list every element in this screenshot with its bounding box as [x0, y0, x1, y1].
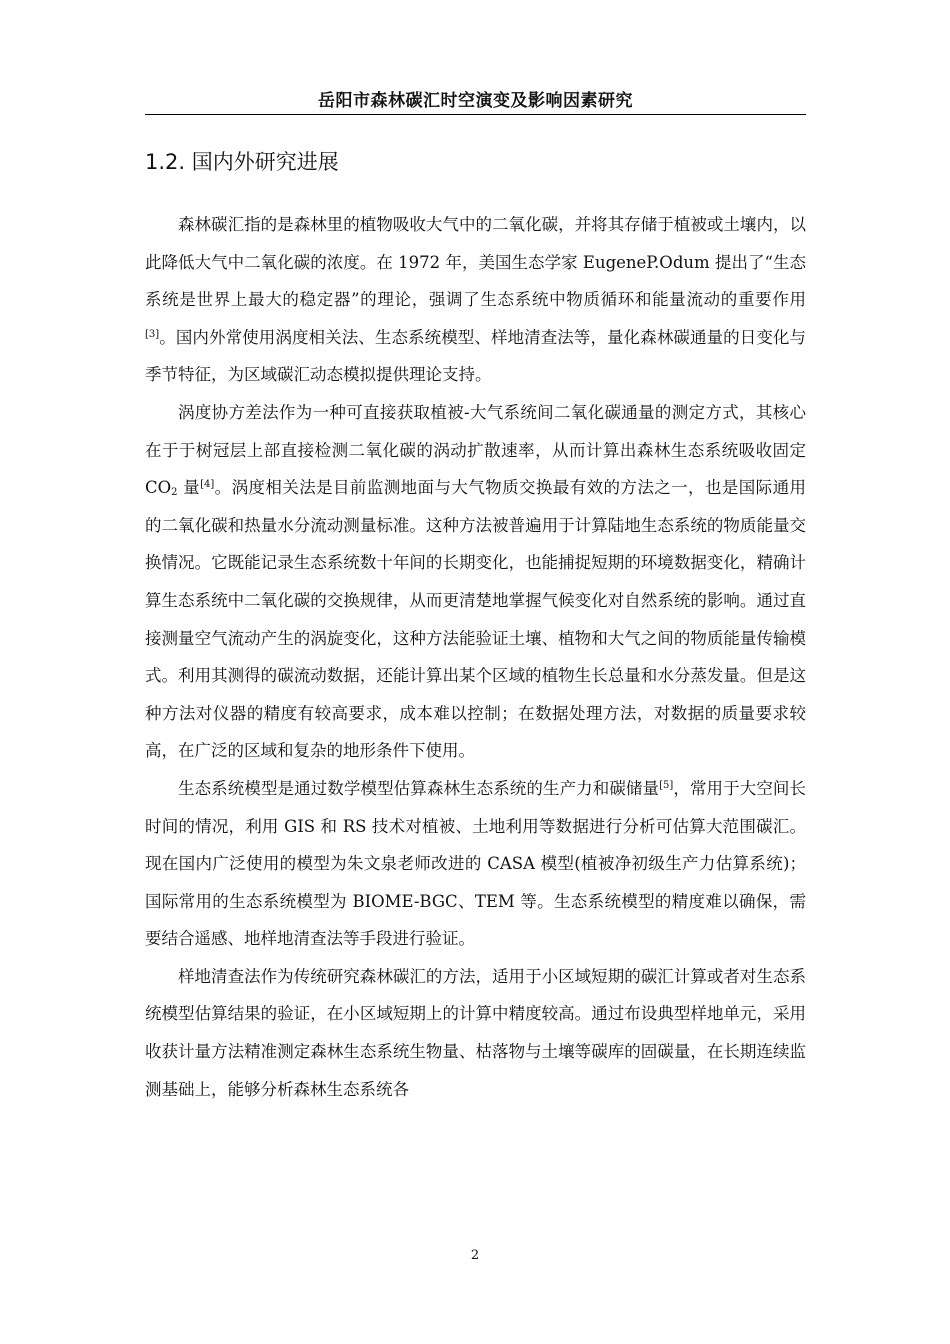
paragraph-ecosystem-model — [145, 770, 806, 958]
paragraph-carbon-sink — [145, 206, 806, 394]
paragraph-text: 。涡度相关法是目前监测地面与大气物质交换最有效的方法之一，也是国际通用的二氧化碳和热量水分流动测量标准。这种方法被普遍用于计算陆地生态系统的物质能量交换情况。它既能记录生态系统数十年间的长期变化，也能捕捉短期的环境数据变化，精确计算生态系统中二氧化碳的交换规律，从而更清楚地掌握气候变化对自然系统的影响。通过直接测量空气流动产生的涡旋变化，这种方法能验证土壤、植物和大气之间的物质能量传输模式。利用其测得的碳流动数据，还能计算出某个区域的植物生长总量和水分蒸发量。但是这种方法对仪器的精度有较高要求，成本难以控制；在数据处理方法，对数据的质量要求较高，在广泛的区域和复杂的地形条件下使用。 — [145, 478, 806, 761]
paragraph-text: 样地清查法作为传统研究森林碳汇的方法，适用于小区域短期的碳汇计算或者对生态系统模型估算结果的验证，在小区域短期上的计算中精度较高。通过布设典型样地单元，采用收获计量方法精准测定森林生态系统生物量、枯落物与土壤等碳库的固碳量，在长期连续监测基础上，能够分析森林生态系统各 — [145, 966, 806, 1099]
running-header-title: 岳阳市森林碳汇时空演变及影响因素研究 — [318, 91, 633, 111]
paragraph-text: 量 — [177, 478, 201, 498]
citation-3: [3] — [145, 328, 160, 340]
citation-5: [5] — [659, 779, 674, 791]
co2-subscript: 2 — [171, 487, 178, 499]
paragraph-text: ，常用于大空间长时间的情况，利用 GIS 和 RS 技术对植被、土地利用等数据进行分析可估算大范围碳汇。现在国内广泛使用的模型为朱文泉老师改进的 CASA 模型(植被净初级生产力估算系统)；国际常用的生态系统模型为 BIOME-BGC、TEM 等。生态系统模型的精度难以确保，需要结合遥感、地样地清查法等手段进行验证。 — [145, 778, 807, 949]
page-number: 2 — [470, 1248, 480, 1263]
paragraph-text: 。国内外常使用涡度相关法、生态系统模型、样地清查法等，量化森林碳通量的日变化与季节特征，为区域碳汇动态模拟提供理论支持。 — [145, 327, 806, 385]
paragraph-eddy-covariance — [145, 394, 806, 770]
paragraph-text: 森林碳汇指的是森林里的植物吸收大气中的二氧化碳，并将其存储于植被或土壤内，以此降低大气中二氧化碳的浓度。在 1972 年，美国生态学家 EugeneP.Odum 提出了“生态系统是世界上最大的稳定器”的理论，强调了生态系统中物质循环和能量流动的重要作用 — [145, 215, 806, 310]
header-rule — [145, 114, 806, 115]
section-heading: 1.2. 国内外研究进展 — [145, 150, 339, 174]
citation-4: [4] — [200, 479, 215, 491]
paragraph-text: 涡度协方差法作为一种可直接获取植被-大气系统间二氧化碳通量的测定方式，其核心在于于树冠层上部直接检测二氧化碳的涡动扩散速率，从而计算出森林生态系统吸收固定 CO — [145, 402, 806, 498]
body-text — [145, 206, 806, 1108]
paragraph-plot-inventory — [145, 958, 806, 1108]
paragraph-text: 生态系统模型是通过数学模型估算森林生态系统的生产力和碳储量 — [178, 778, 660, 798]
